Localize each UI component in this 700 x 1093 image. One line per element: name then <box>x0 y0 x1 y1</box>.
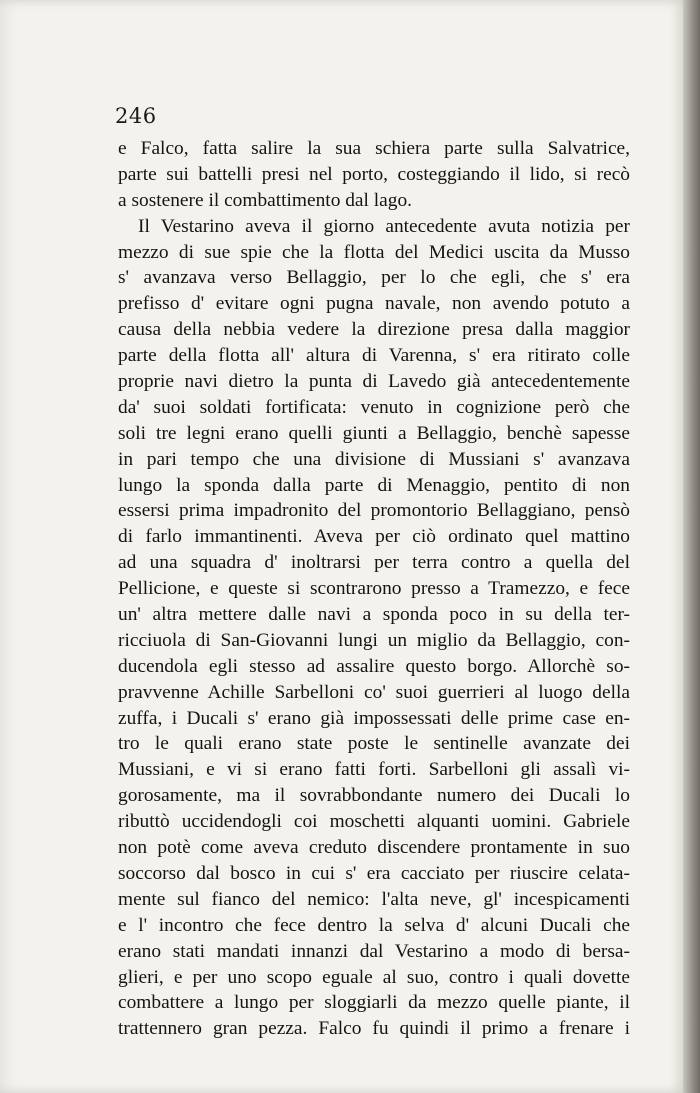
body-text <box>118 136 630 1042</box>
text-line: Pellicione, e queste si scontrarono presso a Tramezzo, e fece <box>118 578 630 600</box>
paragraph-start-line: Il Vestarino aveva il giorno antecedente avuta notizia per <box>138 215 630 237</box>
text-line: a sostenere il combattimento dal lago. <box>118 189 413 211</box>
text-line: trattennero gran pezza. Falco fu quindi il primo a frenare i <box>118 1018 630 1040</box>
text-line: prefisso d' evitare ogni pugna navale, non avendo potuto a <box>118 293 630 315</box>
text-line: parte sui battelli presi nel porto, costeggiando il lido, si recò <box>118 163 630 185</box>
text-line: causa della nebbia vedere la direzione presa dalla maggior <box>118 319 630 341</box>
text-line: ad una squadra d' inoltrarsi per terra contro a quella del <box>118 552 630 574</box>
text-line: non potè come aveva creduto discendere prontamente in suo <box>118 837 630 859</box>
text-line: e Falco, fatta salire la sua schiera parte sulla Salvatrice, <box>118 138 630 159</box>
text-line: proprie navi dietro la punta di Lavedo già antecedentemente <box>118 371 630 393</box>
text-line: ributtò uccidendogli coi moschetti alquanti uomini. Gabriele <box>118 811 630 833</box>
text-line: combattere a lungo per sloggiarli da mezzo quelle piante, il <box>118 992 630 1014</box>
text-line: Mussiani, e vi si erano fatti forti. Sarbelloni gli assalì vi- <box>118 759 630 781</box>
text-line: gorosamente, ma il sovrabbondante numero dei Ducali lo <box>118 785 630 807</box>
text-line: e l' incontro che fece dentro la selva d' alcuni Ducali che <box>118 914 630 936</box>
text-line: soccorso dal bosco in cui s' era cacciato per riuscire celata- <box>118 862 630 884</box>
text-line: glieri, e per uno scopo eguale al suo, contro i quali dovette <box>118 966 630 988</box>
text-line: pravvenne Achille Sarbelloni co' suoi guerrieri al luogo della <box>118 681 630 703</box>
page-number: 246 <box>115 104 157 128</box>
text-line: erano stati mandati innanzi dal Vestarino a modo di bersa- <box>118 940 630 962</box>
text-line: lungo la sponda dalla parte di Menaggio, pentito di non <box>118 474 630 496</box>
text-line: di farlo immantinenti. Aveva per ciò ordinato quel mattino <box>118 526 630 548</box>
text-line: ducendola egli stesso ad assalire questo borgo. Allorchè so- <box>118 655 630 677</box>
text-line: mente sul fianco del nemico: l'alta neve, gl' incespicamenti <box>118 888 630 910</box>
text-line: s' avanzava verso Bellaggio, per lo che egli, che s' era <box>118 267 630 289</box>
text-line: soli tre legni erano quelli giunti a Bellaggio, benchè sapesse <box>118 422 630 444</box>
text-line: tro le quali erano state poste le sentinelle avanzate dei <box>118 733 630 755</box>
text-line: ricciuola di San-Giovanni lungi un miglio da Bellaggio, con- <box>118 629 630 651</box>
text-line: in pari tempo che una divisione di Mussiani s' avanzava <box>118 448 630 470</box>
page-edge-shadow <box>683 0 700 1093</box>
text-line: zuffa, i Ducali s' erano già impossessati delle prime case en- <box>118 707 630 729</box>
text-line: essersi prima impadronito del promontorio Bellaggiano, pensò <box>118 500 630 522</box>
text-line: mezzo di sue spie che la flotta del Medici uscita da Musso <box>118 241 630 263</box>
text-line: parte della flotta all' altura di Varenna, s' era ritirato colle <box>118 345 630 367</box>
text-line: da' suoi soldati fortificata: venuto in cognizione però che <box>118 396 630 418</box>
text-line: un' altra mettere dalle navi a sponda poco in su della ter- <box>118 604 630 626</box>
